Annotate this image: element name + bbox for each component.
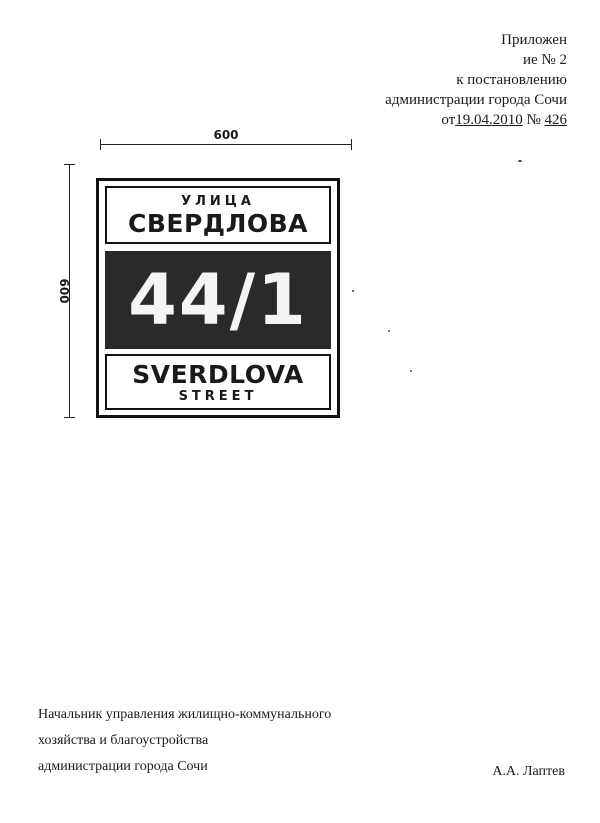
appendix-line-3: к постановлению	[456, 72, 567, 88]
height-dimension-tick-top	[64, 164, 75, 165]
scan-speck	[388, 330, 390, 332]
decree-number: 426	[544, 112, 567, 128]
width-dimension-tick-right	[351, 139, 352, 150]
appendix-line-1: Приложен	[501, 32, 567, 48]
appendix-line-4: администрации города Сочи	[385, 92, 567, 108]
signatory-title-line-1: Начальник управления жилищно-коммунального	[38, 707, 332, 722]
sign-street-type-en: STREET	[178, 389, 258, 404]
width-dimension-label: 600	[213, 128, 239, 142]
width-dimension-line	[100, 128, 352, 148]
signatory-name: А.А. Лаптев	[492, 764, 565, 779]
scan-speck	[518, 160, 522, 162]
sign-street-type-ru: УЛИЦА	[181, 194, 255, 209]
signatory-title-line-2: хозяйства и благоустройства	[38, 733, 209, 748]
signatory-title-line-3: администрации города Сочи	[38, 759, 208, 774]
sign-house-number: 44/1	[128, 259, 308, 341]
width-dimension-tick-left	[100, 139, 101, 150]
street-sign	[96, 178, 340, 418]
width-dimension-bar	[100, 144, 352, 145]
appendix-line-2: ие № 2	[523, 52, 567, 68]
sign-panel-russian	[105, 186, 331, 244]
height-dimension-line	[57, 164, 80, 418]
decree-date: 19.04.2010	[455, 112, 523, 128]
signature-block	[38, 702, 331, 780]
number-prefix: №	[522, 112, 545, 128]
appendix-header	[385, 30, 567, 130]
date-prefix: от	[441, 112, 456, 128]
scan-speck	[352, 290, 354, 292]
appendix-date-line	[385, 110, 567, 130]
sign-street-name-en: SVERDLOVA	[132, 360, 304, 389]
sign-panel-english	[105, 354, 331, 410]
height-dimension-tick-bottom	[64, 417, 75, 418]
scan-speck	[410, 370, 412, 372]
height-dimension-label: 600	[57, 278, 71, 304]
sign-street-name-ru: СВЕРДЛОВА	[128, 209, 308, 238]
sign-panel-number	[105, 251, 331, 349]
